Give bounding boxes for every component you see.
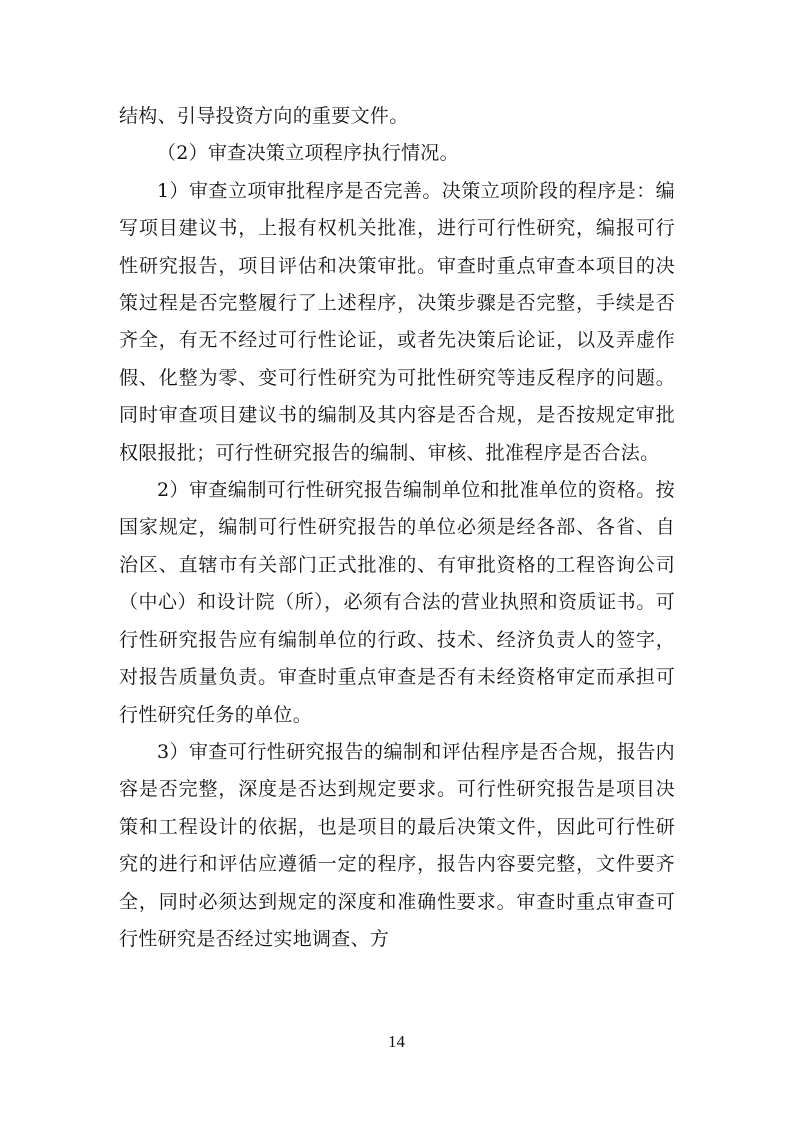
paragraph-item-1: 1）审查立项审批程序是否完善。决策立项阶段的程序是：编写项目建议书，上报有权机关批准，进行可行性研究，编报可行性研究报告，项目评估和决策审批。审查时重点审查本项目的决策过程是否完整履行了上述程序，决策步骤是否完整，手续是否齐全，有无不经过可行性论证，或者先决策后论证，以及弄虚作假、化整为零、变可行性研究为可批性研究等违反程序的问题。同时审查项目建议书的编制及其内容是否合规，是否按规定审批权限报批；可行性研究报告的编制、审核、批准程序是否合法。 xyxy=(119,179,675,464)
paragraph-item-2: 2）审查编制可行性研究报告编制单位和批准单位的资格。按国家规定，编制可行性研究报告的单位必须是经各部、各省、自治区、直辖市有关部门正式批准的、有审批资格的工程咨询公司（中心）和设计院（所），必须有合法的营业执照和资质证书。可行性研究报告应有编制单位的行政、技术、经济负责人的签字，对报告质量负责。审查时重点审查是否有未经资格审定而承担可行性研究任务的单位。 xyxy=(119,479,675,726)
paragraph-subheading-2: （2）审查决策立项程序执行情况。 xyxy=(157,142,459,165)
page-number: 14 xyxy=(388,1032,405,1051)
paragraph-item-3: 3）审查可行性研究报告的编制和评估程序是否合规，报告内容是否完整，深度是否达到规定要求。可行性研究报告是项目决策和工程设计的依据，也是项目的最后决策文件，因此可行性研究的进行和评估应遵循一定的程序，报告内容要完整，文件要齐全，同时必须达到规定的深度和准确性要求。审查时重点审查可行性研究是否经过实地调查、方 xyxy=(119,740,675,950)
paragraph-continuation: 结构、引导投资方向的重要文件。 xyxy=(119,105,409,127)
body-text xyxy=(119,98,675,958)
